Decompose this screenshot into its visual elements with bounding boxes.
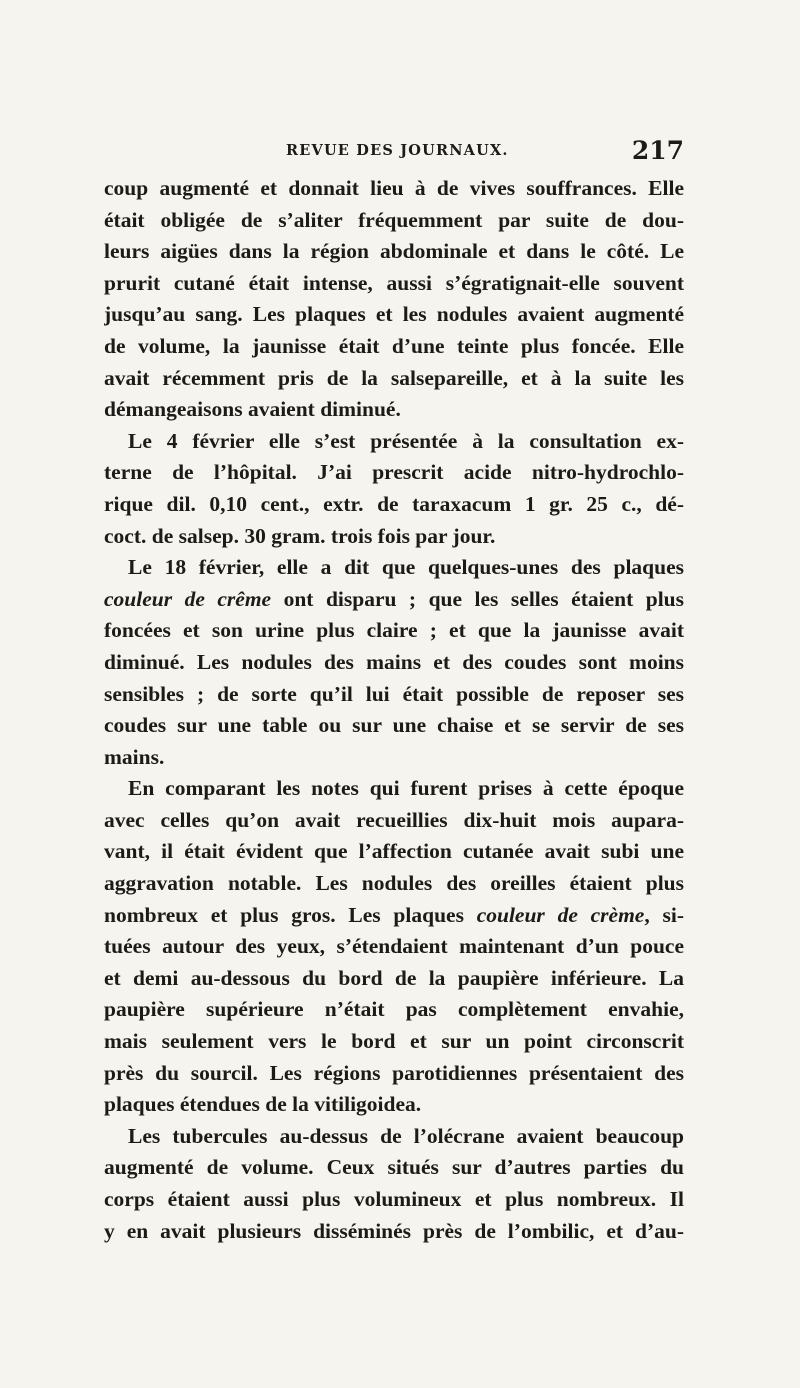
text-line: corps étaient aussi plus volumineux et plus nombreux. Il: [104, 1187, 684, 1211]
line-text: nombreux et plus gros. Les plaques: [104, 902, 477, 927]
text-line: démangeaisons avaient diminué.: [104, 397, 401, 422]
text-line: tuées autour des yeux, s’étendaient maintenant d’un pouce: [104, 934, 684, 959]
text-line: vant, il était évident que l’affection cutanée avait subi une: [104, 839, 684, 864]
text-line: mains.: [104, 744, 165, 769]
paragraph-start-line: Les tubercules au-dessus de l’olécrane avaient beaucoup: [128, 1123, 684, 1148]
text-line: coup augmenté et donnait lieu à de vives souffrances. Elle: [104, 176, 684, 200]
text-line: y en avait plusieurs disséminés près de l’ombilic, et d’au-: [104, 1218, 684, 1243]
paragraph-start-line: Le 18 février, elle a dit que quelques-unes des plaques: [128, 555, 684, 580]
text-line: était obligée de s’aliter fréquemment par suite de dou-: [104, 207, 684, 232]
page-number: 217: [631, 136, 684, 165]
italic-phrase: couleur de crême: [104, 586, 272, 611]
text-line: diminué. Les nodules des mains et des coudes sont moins: [104, 649, 684, 674]
body-text: [104, 173, 684, 1247]
text-line: augmenté de volume. Ceux situés sur d’autres parties du: [104, 1155, 684, 1180]
text-line: foncées et son urine plus claire ; et que la jaunisse avait: [104, 618, 684, 643]
paragraph-start-line: Le 4 février elle s’est présentée à la consultation ex-: [128, 428, 684, 453]
running-title: REVUE DES JOURNAUX.: [286, 142, 509, 159]
text-line: jusqu’au sang. Les plaques et les nodules avaient augmenté: [104, 302, 684, 327]
text-line: mais seulement vers le bord et sur un point circonscrit: [104, 1029, 684, 1054]
text-line: de volume, la jaunisse était d’une teinte plus foncée. Elle: [104, 333, 684, 358]
text-line: prurit cutané était intense, aussi s’égratignait-elle souvent: [104, 270, 684, 295]
text-line: coct. de salsep. 30 gram. trois fois par jour.: [104, 523, 496, 548]
running-head: [104, 136, 684, 170]
paragraph-start-line: En comparant les notes qui furent prises à cette époque: [128, 776, 684, 801]
text-line: coudes sur une table ou sur une chaise et se servir de ses: [104, 713, 684, 738]
italic-phrase: couleur de crème: [476, 902, 645, 927]
text-line: rique dil. 0,10 cent., extr. de taraxacum 1 gr. 25 c., dé-: [104, 491, 684, 516]
text-line: paupière supérieure n’était pas complètement envahie,: [104, 997, 684, 1022]
text-line: plaques étendues de la vitiligoidea.: [104, 1092, 422, 1117]
text-line: aggravation notable. Les nodules des oreilles étaient plus: [104, 871, 684, 896]
line-text: , si-: [644, 902, 684, 927]
text-line: sensibles ; de sorte qu’il lui était possible de reposer ses: [104, 681, 684, 706]
text-line: près du sourcil. Les régions parotidiennes présentaient des: [104, 1060, 684, 1085]
text-line: avait récemment pris de la salsepareille, et à la suite les: [104, 365, 684, 390]
text-line: [104, 900, 684, 932]
text-line: [104, 584, 684, 616]
text-line: et demi au-dessous du bord de la paupière inférieure. La: [104, 965, 684, 990]
line-text: ont disparu ; que les selles étaient plus: [271, 586, 684, 611]
text-line: leurs aigües dans la région abdominale et dans le côté. Le: [104, 239, 684, 264]
text-line: avec celles qu’on avait recueillies dix-huit mois aupara-: [104, 807, 684, 832]
text-line: terne de l’hôpital. J’ai prescrit acide nitro-hydrochlo-: [104, 460, 684, 485]
